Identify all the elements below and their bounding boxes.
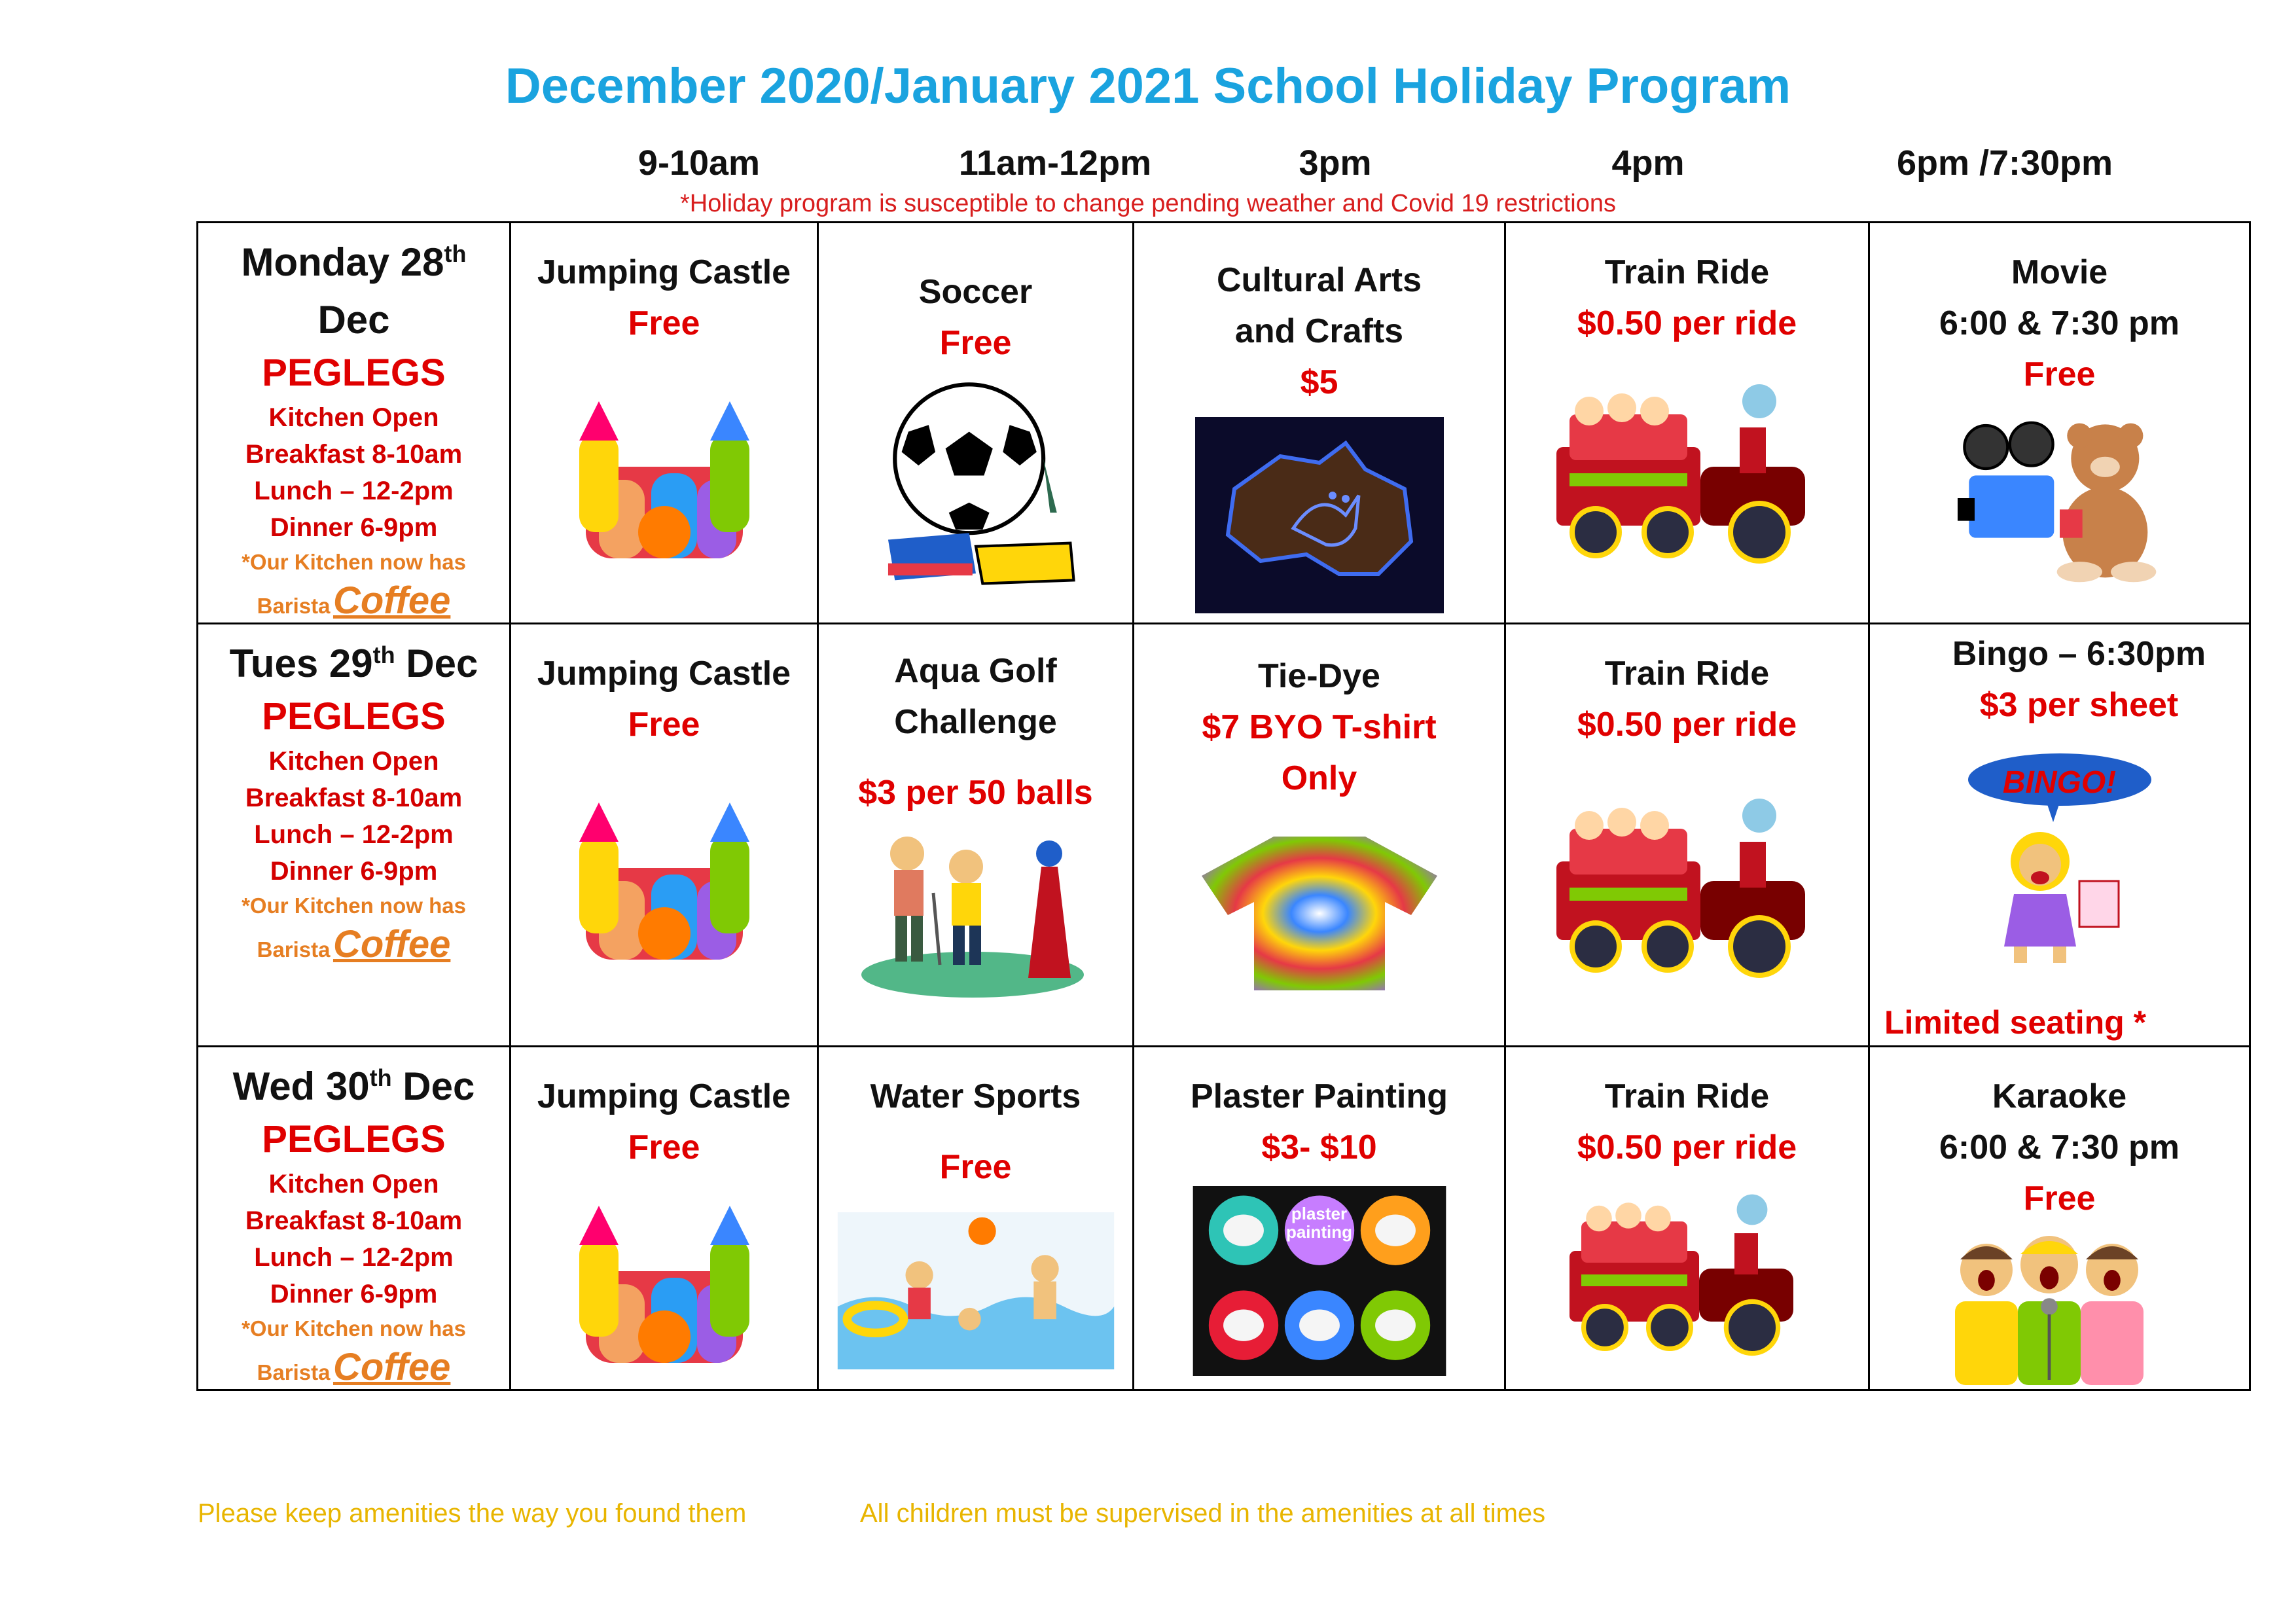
activity-name: Train Ride [1604, 655, 1770, 693]
limited-seating-note: Limited seating * [1884, 1004, 2147, 1041]
page-title: December 2020/January 2021 School Holiday Program [505, 58, 1791, 114]
footer-supervision-note: All children must be supervised in the amenities at all times [860, 1499, 1546, 1528]
table-row [198, 1047, 2250, 1390]
activity-price: Free [939, 1148, 1012, 1186]
time-slot-5: 6pm /7:30pm [1896, 143, 2113, 183]
barista-coffee [198, 579, 509, 623]
train-image [1543, 789, 1831, 986]
bingo-picture [1962, 750, 2158, 966]
activity-name: Train Ride [1604, 1077, 1770, 1115]
activity-price: $0.50 per ride [1577, 1128, 1797, 1166]
activity-price: Free [628, 1128, 700, 1166]
day-month: Dec [317, 298, 390, 342]
coffee-label: Coffee [332, 1346, 451, 1388]
time-slot-3: 3pm [1299, 143, 1372, 183]
lunch-hours: Lunch – 12-2pm [254, 820, 454, 849]
activity-cell [1869, 624, 2250, 1047]
activity-price: $0.50 per ride [1577, 304, 1797, 342]
kitchen-open: Kitchen Open [268, 1170, 439, 1199]
activity-time: 6:00 & 7:30 pm [1939, 304, 2180, 342]
coffee-label: Coffee [332, 923, 451, 965]
activity-cell [818, 1047, 1134, 1390]
barista-label: Barista [257, 1360, 331, 1384]
activity-name: Tie-Dye [1258, 657, 1380, 695]
activity-cell [1869, 223, 2250, 624]
dinner-hours: Dinner 6-9pm [270, 857, 438, 886]
lunch-hours: Lunch – 12-2pm [254, 1243, 454, 1272]
activity-price: $3 per sheet [1979, 686, 2179, 724]
activity-name: Jumping Castle [537, 1077, 791, 1115]
soccer-image [868, 378, 1084, 594]
australia-art-image [1195, 417, 1444, 613]
movie-image [1935, 413, 2184, 583]
activity-name: Cultural Arts [1217, 261, 1422, 299]
tie-dye-image [1195, 830, 1444, 994]
barista-label: Barista [257, 937, 331, 962]
activity-name: Jumping Castle [537, 655, 791, 693]
train-image [1543, 1186, 1831, 1363]
coffee-label: Coffee [332, 579, 451, 622]
activity-price: $3- $10 [1261, 1128, 1377, 1166]
activity-cell [1505, 1047, 1869, 1390]
day-cell [198, 223, 511, 624]
barista-note: *Our Kitchen now has [242, 1316, 466, 1341]
activity-cell [1869, 1047, 2250, 1390]
time-slot-4: 4pm [1611, 143, 1685, 183]
breakfast-hours: Breakfast 8-10am [245, 1206, 463, 1235]
breakfast-hours: Breakfast 8-10am [245, 440, 463, 469]
dinner-hours: Dinner 6-9pm [270, 1280, 438, 1308]
activity-price: $5 [1300, 363, 1338, 401]
activity-price: $0.50 per ride [1577, 706, 1797, 744]
table-row [198, 223, 2250, 624]
activity-name: Water Sports [870, 1077, 1081, 1115]
jumping-castle-image [556, 388, 772, 571]
jumping-castle-image [556, 789, 772, 973]
activity-cell [511, 1047, 818, 1390]
venue-name: PEGLEGS [262, 352, 446, 394]
barista-note: *Our Kitchen now has [242, 893, 466, 918]
activity-cell [1505, 624, 1869, 1047]
activity-name: Movie [2011, 253, 2108, 291]
venue-name: PEGLEGS [262, 695, 446, 738]
activity-price: Free [628, 304, 700, 342]
time-slot-1: 9-10am [637, 143, 761, 183]
program-note: *Holiday program is susceptible to change pending weather and Covid 19 restrictions [679, 190, 1617, 217]
karaoke-image [1922, 1228, 2197, 1385]
activity-cell [818, 624, 1134, 1047]
activity-cell [511, 624, 818, 1047]
day-name: Monday 28th [241, 240, 467, 284]
activity-name: Train Ride [1604, 253, 1770, 291]
plaster-painting-sign: plaster painting [1285, 1204, 1353, 1242]
activity-cell [511, 223, 818, 624]
activity-name-line2: Challenge [894, 703, 1057, 741]
activity-name: Bingo – 6:30pm [1952, 635, 2206, 673]
footer-amenities-note: Please keep amenities the way you found them [198, 1499, 747, 1528]
day-cell [198, 624, 511, 1047]
venue-name: PEGLEGS [262, 1118, 446, 1161]
schedule-table [196, 221, 2251, 1391]
barista-coffee [198, 1345, 509, 1389]
activity-name: Jumping Castle [537, 253, 791, 291]
activity-price: Free [939, 324, 1012, 362]
breakfast-hours: Breakfast 8-10am [245, 784, 463, 812]
activity-price: Free [628, 706, 700, 744]
activity-cell [1134, 624, 1505, 1047]
activity-name: Karaoke [1992, 1077, 2127, 1115]
day-name: Tues 29th Dec [229, 641, 478, 685]
activity-price: $3 per 50 balls [858, 774, 1093, 812]
activity-price-line2: Only [1281, 759, 1357, 797]
activity-cell [1505, 223, 1869, 624]
jumping-castle-image [556, 1193, 772, 1376]
barista-coffee [198, 922, 509, 966]
kitchen-open: Kitchen Open [268, 747, 439, 776]
barista-note: *Our Kitchen now has [242, 550, 466, 574]
activity-price: Free [2023, 1180, 2096, 1218]
train-image [1543, 375, 1831, 571]
activity-time: 6:00 & 7:30 pm [1939, 1128, 2180, 1166]
barista-label: Barista [257, 594, 331, 618]
table-row [198, 624, 2250, 1047]
activity-name: Soccer [918, 273, 1033, 311]
kitchen-open: Kitchen Open [268, 403, 439, 432]
activity-name: Plaster Painting [1191, 1077, 1448, 1115]
activity-name: Aqua Golf [894, 652, 1057, 690]
bingo-sign: BINGO! [2002, 765, 2117, 800]
activity-price: $7 BYO T-shirt [1202, 708, 1437, 746]
time-slot-2: 11am-12pm [958, 143, 1152, 183]
aqua-golf-image [855, 827, 1097, 998]
day-name: Wed 30th Dec [232, 1064, 475, 1108]
activity-cell [1134, 1047, 1505, 1390]
dinner-hours: Dinner 6-9pm [270, 513, 438, 542]
activity-name-line2: and Crafts [1234, 312, 1404, 350]
plaster-painting-picture [1179, 1186, 1460, 1376]
lunch-hours: Lunch – 12-2pm [254, 477, 454, 505]
water-sports-image [835, 1212, 1117, 1369]
activity-cell [818, 223, 1134, 624]
activity-price: Free [2023, 355, 2096, 393]
activity-cell [1134, 223, 1505, 624]
day-cell [198, 1047, 511, 1390]
